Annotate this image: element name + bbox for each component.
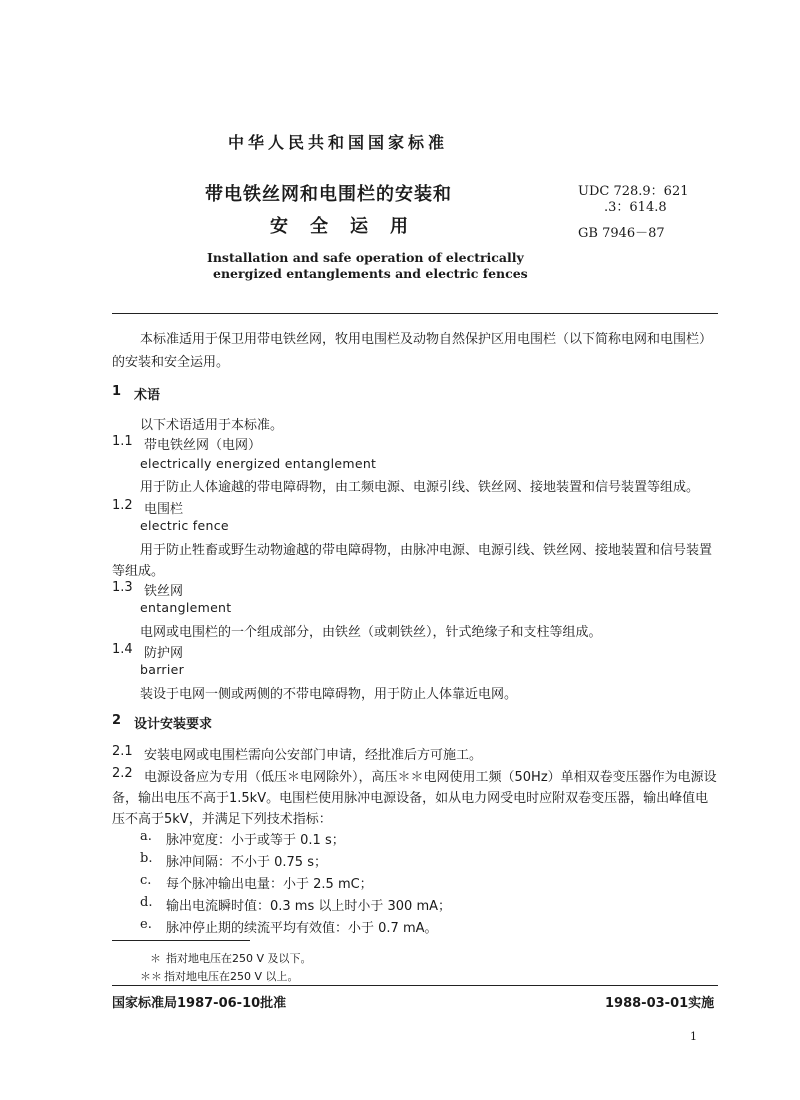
clause-2-2-line3: 压不高于5kV，并满足下列技术指标： [112,812,332,827]
footnote-divider [112,940,250,941]
section1-title: 术语 [134,388,161,403]
item-1-2-number: 1.2 [112,498,133,513]
header-divider [112,313,718,314]
item-1-1-term: 带电铁丝网（电网） [144,438,262,453]
item-1-2-definition-line1: 用于防止牲畜或野生动物逾越的带电障碍物，由脉冲电源、电源引线、铁丝网、接地装置和信号装置 [140,543,713,558]
clause-2-2-number: 2.2 [112,766,133,781]
clause-2-1-number: 2.1 [112,744,133,759]
document-title-line1: 带电铁丝网和电围栏的安装和 [205,184,452,205]
list-item-a-label: a. [140,829,152,844]
item-1-1-english: electrically energized entanglement [140,456,377,471]
list-item-e-text: 脉冲停止期的续流平均有效值：小于 0.7 mA。 [166,921,438,936]
item-1-4-definition: 装设于电网一侧或两侧的不带电障碍物，用于防止人体靠近电网。 [140,687,518,702]
item-1-2-english: electric fence [140,518,229,533]
page-number: 1 [690,1030,697,1043]
footnote-1-mark: ＊ [150,952,161,965]
document-title-line2: 安全运用 [270,216,430,237]
footnote-1-text: 指对地电压在250 V 及以下。 [166,952,312,965]
footnote-2-text: 指对地电压在250 V 以上。 [164,970,299,983]
udc-code-line1: UDC 728.9：621 [578,184,689,199]
item-1-1-number: 1.1 [112,434,133,449]
list-item-c-text: 每个脉冲输出电量：小于 2.5 mC； [166,877,373,892]
effective-date: 1988-03-01实施 [605,996,715,1011]
english-title-line1: Installation and safe operation of electrically [207,250,524,265]
section2-title: 设计安装要求 [134,717,213,732]
section1-lead: 以下术语适用于本标准。 [140,418,284,433]
approval-date: 国家标准局1987-06-10批准 [112,996,287,1011]
item-1-4-term: 防护网 [144,646,184,661]
list-item-a-text: 脉冲宽度：小于或等于 0.1 s； [166,833,345,848]
item-1-4-english: barrier [140,662,185,677]
item-1-3-number: 1.3 [112,580,133,595]
footnote-2-mark: ＊＊ [140,970,162,983]
list-item-b-text: 脉冲间隔：不小于 0.75 s； [166,855,327,870]
item-1-3-term: 铁丝网 [144,584,184,599]
footer-divider [112,985,718,986]
english-title-line2: energized entanglements and electric fences [213,266,528,281]
item-1-4-number: 1.4 [112,642,133,657]
item-1-3-english: entanglement [140,600,232,615]
list-item-c-label: c. [140,873,152,888]
list-item-b-label: b. [140,851,153,866]
section1-number: 1 [112,384,122,399]
clause-2-2-line2: 备，输出电压不高于1.5kV。电围栏使用脉冲电源设备，如从电力网受电时应附双卷变压器，输出峰值电 [112,791,709,806]
item-1-1-definition: 用于防止人体逾越的带电障碍物，由工频电源、电源引线、铁丝网、接地装置和信号装置等组成。 [140,480,700,495]
section2-number: 2 [112,713,122,728]
list-item-d-text: 输出电流瞬时值：0.3 ms 以上时小于 300 mA； [166,899,452,914]
item-1-3-definition: 电网或电围栏的一个组成部分，由铁丝（或刺铁丝），针式绝缘子和支柱等组成。 [140,625,602,640]
list-item-e-label: e. [140,917,152,932]
list-item-d-label: d. [140,895,153,910]
udc-code-line2: .3：614.8 [604,200,667,215]
item-1-2-definition-line2: 等组成。 [112,564,165,579]
intro-paragraph: 本标准适用于保卫用带电铁丝网，牧用电围栏及动物自然保护区用电围栏（以下简称电网和电围栏）的安装和安全运用。 [112,332,713,370]
national-standard-heading: 中华人民共和国国家标准 [228,133,449,152]
item-1-2-term: 电围栏 [144,502,184,517]
gb-code: GB 7946－87 [578,226,665,241]
clause-2-2-line1: 电源设备应为专用（低压＊电网除外），高压＊＊电网使用工频（50Hz）单相双卷变压器作为电源设 [144,770,717,785]
clause-2-1-text: 安装电网或电围栏需向公安部门申请，经批准后方可施工。 [144,748,483,763]
